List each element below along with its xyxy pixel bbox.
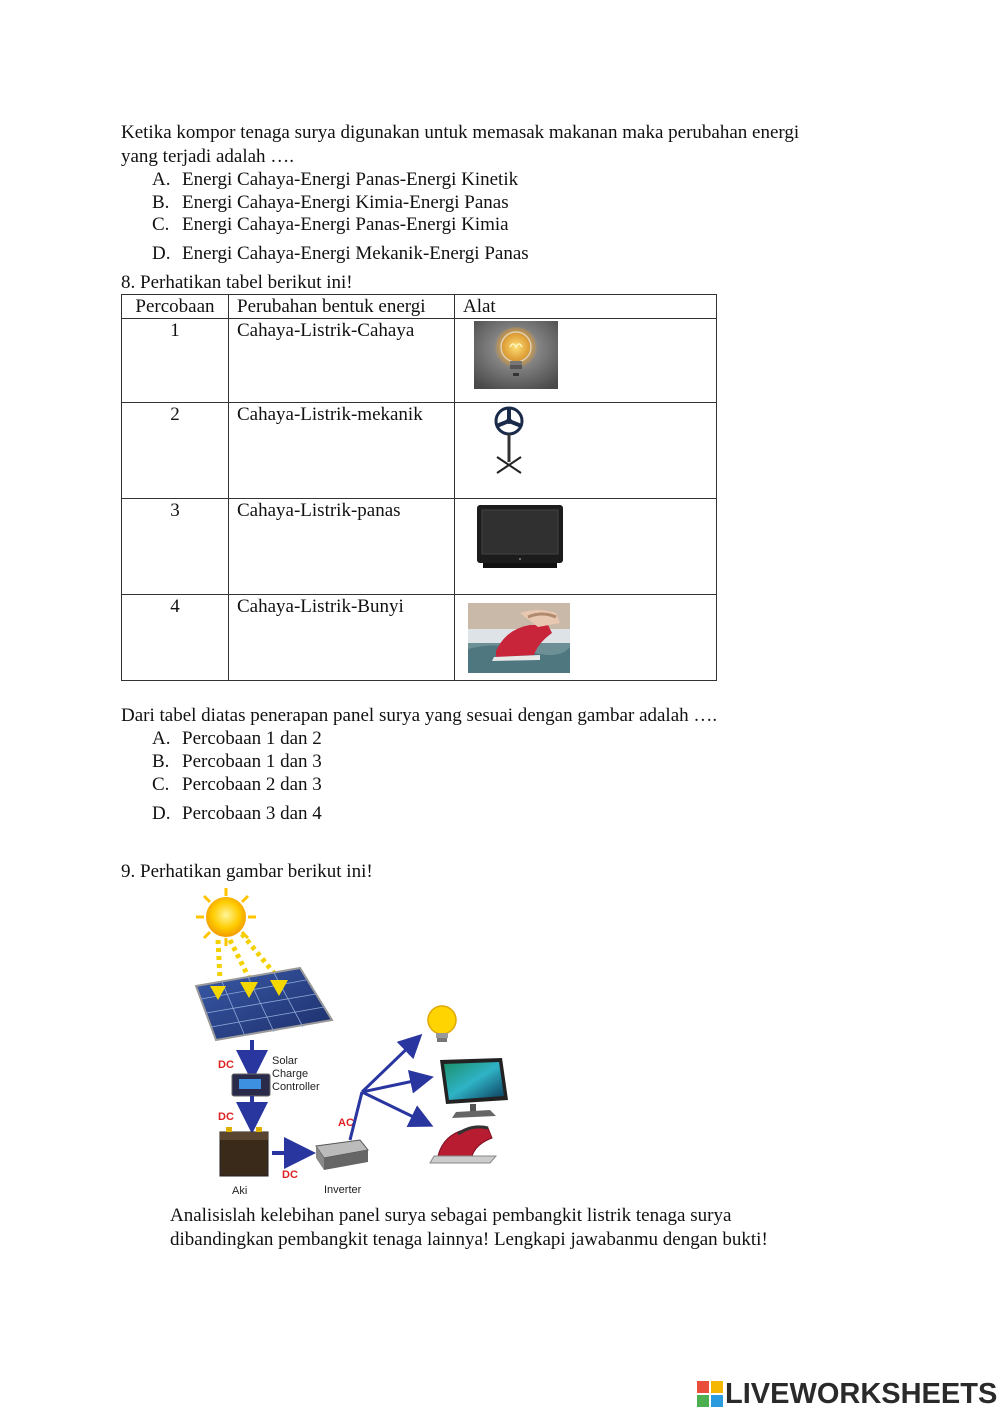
option-text: Percobaan 2 dan 3 (182, 774, 322, 795)
inverter-icon (316, 1140, 368, 1170)
television-icon (475, 501, 565, 571)
liveworksheets-logo-icon (697, 1381, 723, 1407)
option-letter: A. (152, 728, 171, 749)
q7-option-b[interactable] (152, 191, 509, 214)
q7-option-d[interactable] (152, 242, 529, 265)
ac-distribution-arrows (350, 1038, 428, 1140)
solar-system-diagram (190, 888, 540, 1200)
q8-option-d[interactable] (152, 802, 322, 825)
q8-stem: Dari tabel diatas penerapan panel surya yang sesuai dengan gambar adalah …. (121, 705, 718, 726)
dc-label: DC (218, 1111, 234, 1123)
battery-icon (220, 1127, 268, 1176)
q9-title: 9. Perhatikan gambar berikut ini! (121, 861, 373, 882)
option-text: Percobaan 1 dan 3 (182, 751, 322, 772)
row-number: 2 (122, 403, 229, 499)
q7-stem-line2: yang terjadi adalah …. (121, 146, 295, 167)
option-text: Energi Cahaya-Energi Panas-Energi Kimia (182, 214, 509, 235)
battery-label: Aki (232, 1185, 248, 1197)
experiment-table (121, 294, 717, 681)
dc-label: DC (282, 1169, 298, 1181)
row-number: 3 (122, 499, 229, 595)
light-bulb-icon (474, 321, 558, 389)
solar-panel-icon (196, 968, 332, 1040)
q7-stem-line1: Ketika kompor tenaga surya digunakan untuk memasak makanan maka perubahan energi (121, 122, 800, 143)
table-row (122, 499, 717, 595)
option-text: Percobaan 1 dan 2 (182, 728, 322, 749)
monitor-icon (440, 1058, 508, 1118)
header-percobaan: Percobaan (122, 295, 229, 319)
controller-label-2: Charge (272, 1068, 309, 1080)
row-change: Cahaya-Listrik-Bunyi (229, 595, 455, 681)
q9-instruction-line1: Analisislah kelebihan panel surya sebagai pembangkit listrik tenaga surya (170, 1205, 732, 1226)
row-tool (455, 595, 717, 681)
option-letter: C. (152, 214, 170, 235)
option-letter: B. (152, 751, 170, 772)
option-letter: B. (152, 192, 170, 213)
row-change: Cahaya-Listrik-Cahaya (229, 319, 455, 403)
charge-controller-icon (232, 1074, 270, 1096)
row-number: 4 (122, 595, 229, 681)
table-row (122, 403, 717, 499)
q9-instruction-line2: dibandingkan pembangkit tenaga lainnya! Lengkapi jawabanmu dengan bukti! (170, 1229, 768, 1250)
ac-label: AC (338, 1117, 354, 1129)
liveworksheets-logo (697, 1376, 997, 1412)
row-change: Cahaya-Listrik-panas (229, 499, 455, 595)
controller-label-3: Controller (272, 1081, 320, 1093)
option-letter: A. (152, 169, 171, 190)
option-letter: D. (152, 803, 171, 824)
row-tool (455, 403, 717, 499)
controller-label-1: Solar (272, 1055, 298, 1067)
option-text: Energi Cahaya-Energi Panas-Energi Kinetik (182, 169, 519, 190)
table-row (122, 595, 717, 681)
option-text: Energi Cahaya-Energi Kimia-Energi Panas (182, 192, 509, 213)
q7-option-a[interactable] (152, 168, 518, 191)
q8-option-a[interactable] (152, 727, 322, 750)
table-row (122, 319, 717, 403)
q8-option-c[interactable] (152, 773, 322, 796)
dc-label: DC (218, 1059, 234, 1071)
logo-text: LIVEWORKSHEETS (725, 1377, 998, 1410)
row-change: Cahaya-Listrik-mekanik (229, 403, 455, 499)
clothes-iron-icon (430, 1127, 496, 1163)
sun-icon (196, 888, 256, 946)
row-tool (455, 319, 717, 403)
q7-option-c[interactable] (152, 213, 509, 236)
header-alat: Alat (455, 295, 717, 319)
option-text: Energi Cahaya-Energi Mekanik-Energi Panas (182, 243, 529, 264)
row-number: 1 (122, 319, 229, 403)
clothes-iron-icon (468, 603, 570, 673)
option-letter: C. (152, 774, 170, 795)
q8-option-b[interactable] (152, 750, 322, 773)
light-bulb-icon (428, 1006, 456, 1042)
row-tool (455, 499, 717, 595)
inverter-label: Inverter (324, 1184, 362, 1196)
table-header-row (122, 295, 717, 319)
header-perubahan: Perubahan bentuk energi (229, 295, 455, 319)
standing-fan-icon (491, 405, 527, 477)
option-letter: D. (152, 243, 171, 264)
q8-title: 8. Perhatikan tabel berikut ini! (121, 272, 353, 293)
option-text: Percobaan 3 dan 4 (182, 803, 322, 824)
